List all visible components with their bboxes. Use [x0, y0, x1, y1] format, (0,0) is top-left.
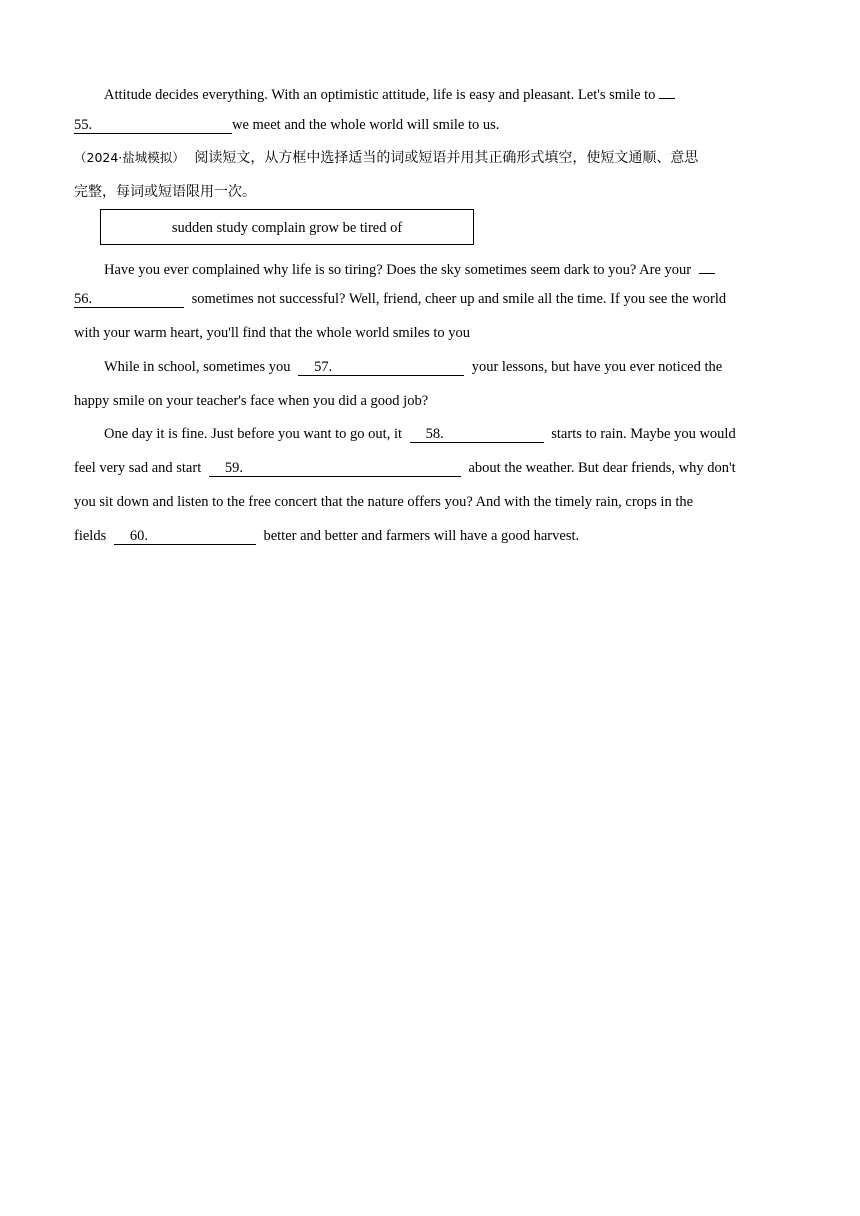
text: better and better and farmers will have a good harvest. — [263, 528, 580, 544]
answer-blank-56[interactable]: 56. — [74, 290, 184, 308]
text: your lessons, but have you ever noticed the — [471, 359, 723, 375]
paragraph-line — [74, 391, 428, 411]
text: feel very sad and start — [74, 460, 202, 476]
answer-blank-55[interactable]: 55. — [74, 116, 232, 134]
paragraph-line — [74, 492, 693, 512]
text: about the weather. But dear friends, why don't — [468, 460, 736, 476]
answer-blank-56-start — [699, 256, 715, 274]
instruction-line — [74, 182, 256, 202]
text: Attitude decides everything. With an optimistic attitude, life is easy and pleasant. Let's smile to — [104, 87, 656, 103]
text: While in school, sometimes you — [104, 359, 291, 375]
answer-blank-59[interactable]: 59. — [209, 459, 461, 477]
paragraph-line — [74, 323, 470, 343]
answer-blank-55-start — [659, 81, 675, 99]
paragraph-line — [104, 357, 722, 377]
paragraph-line — [104, 256, 715, 280]
paragraph-line — [74, 289, 726, 309]
paragraph-line — [74, 526, 579, 546]
text: sometimes not successful? Well, friend, cheer up and smile all the time. If you see the world — [191, 291, 727, 307]
answer-blank-57[interactable]: 57. — [298, 358, 464, 376]
answer-blank-58[interactable]: 58. — [410, 425, 544, 443]
instruction-line — [74, 148, 698, 168]
text: with your warm heart, you'll find that the whole world smiles to you — [74, 325, 471, 341]
paragraph-line — [74, 458, 736, 478]
paragraph-line — [74, 115, 499, 135]
text: starts to rain. Maybe you would — [551, 426, 736, 442]
answer-blank-60[interactable]: 60. — [114, 527, 256, 545]
instruction-text: 完整，每词或短语限用一次。 — [74, 184, 256, 200]
instruction-text: 阅读短文，从方框中选择适当的词或短语并用其正确形式填空，使短文通顺、意思 — [194, 150, 699, 166]
word-bank-box: sudden study complain grow be tired of — [100, 209, 474, 245]
text: fields — [74, 528, 107, 544]
text: happy smile on your teacher's face when you did a good job? — [74, 393, 429, 409]
paragraph-line — [104, 81, 675, 105]
text: you sit down and listen to the free concert that the nature offers you? And with the timely rain, crops in the — [74, 494, 694, 510]
paragraph-line — [104, 424, 736, 444]
text: One day it is fine. Just before you want to go out, it — [104, 426, 403, 442]
question-source: （2024·盐城模拟） — [74, 150, 185, 165]
text: we meet and the whole world will smile to us. — [232, 117, 500, 133]
text: Have you ever complained why life is so tiring? Does the sky sometimes seem dark to you? Are your — [104, 262, 692, 278]
